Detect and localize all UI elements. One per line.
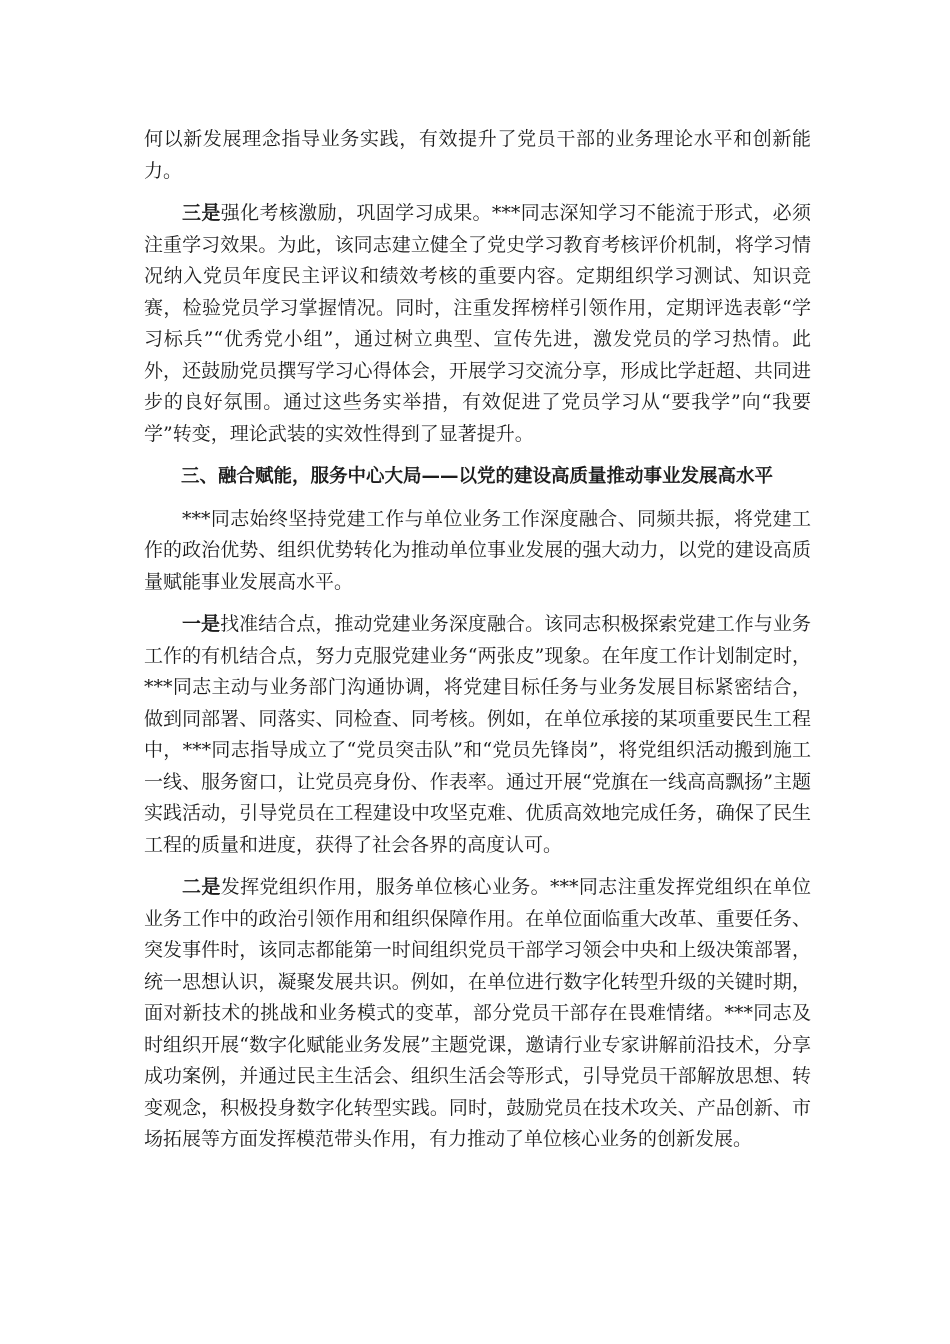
paragraph-lead: 一是 (182, 613, 221, 635)
document-body (144, 124, 811, 1167)
paragraph-text: 何以新发展理念指导业务实践，有效提升了党员干部的业务理论水平和创新能力。 (144, 128, 811, 182)
paragraph-text: ***同志始终坚持党建工作与单位业务工作深度融合、同频共振，将党建工作的政治优势、组织优势转化为推动单位事业发展的强大动力，以党的建设高质量赋能事业发展高水平。 (144, 507, 811, 593)
paragraph-point-two (144, 872, 811, 1156)
paragraph-lead: 二是 (182, 876, 221, 898)
paragraph-continuation (144, 124, 811, 187)
paragraph-point-three (144, 198, 811, 450)
paragraph-text: 找准结合点，推动党建业务深度融合。该同志积极探索党建工作与业务工作的有机结合点，努力克服党建业务“两张皮”现象。在年度工作计划制定时，***同志主动与业务部门沟通协调，将党建目标任务与业务发展目标紧密结合，做到同部署、同落实、同检查、同考核。例如，在单位承接的某项重要民生工程中，***同志指导成立了“党员突击队”和“党员先锋岗”，将党组织活动搬到施工一线、服务窗口，让党员亮身份、作表率。通过开展“党旗在一线高高飘扬”主题实践活动，引导党员在工程建设中攻坚克难、优质高效地完成任务，确保了民生工程的质量和进度，获得了社会各界的高度认可。 (144, 613, 811, 856)
paragraph-point-one (144, 609, 811, 861)
section-heading: 三、融合赋能，服务中心大局——以党的建设高质量推动事业发展高水平 (181, 466, 774, 487)
paragraph-section-intro (144, 504, 811, 599)
paragraph-lead: 三是 (182, 202, 221, 224)
paragraph-text: 发挥党组织作用，服务单位核心业务。***同志注重发挥党组织在单位业务工作中的政治引领作用和组织保障作用。在单位面临重大改革、重要任务、突发事件时，该同志都能第一时间组织党员干部学习领会中央和上级决策部署，统一思想认识，凝聚发展共识。例如，在单位进行数字化转型升级的关键时期，面对新技术的挑战和业务模式的变革，部分党员干部存在畏难情绪。***同志及时组织开展“数字化赋能业务发展”主题党课，邀请行业专家讲解前沿技术，分享成功案例，并通过民主生活会、组织生活会等形式，引导党员干部解放思想、转变观念，积极投身数字化转型实践。同时，鼓励党员在技术攻关、产品创新、市场拓展等方面发挥模范带头作用，有力推动了单位核心业务的创新发展。 (144, 876, 811, 1150)
paragraph-text: 强化考核激励，巩固学习成果。***同志深知学习不能流于形式，必须注重学习效果。为此，该同志建立健全了党史学习教育考核评价机制，将学习情况纳入党员年度民主评议和绩效考核的重要内容。定期组织学习测试、知识竞赛，检验党员学习掌握情况。同时，注重发挥榜样引领作用，定期评选表彰“学习标兵”“优秀党小组”，通过树立典型、宣传先进，激发党员的学习热情。此外，还鼓励党员撰写学习心得体会，开展学习交流分享，形成比学赶超、共同进步的良好氛围。通过这些务实举措，有效促进了党员学习从“要我学”向“我要学”转变，理论武装的实效性得到了显著提升。 (144, 202, 811, 445)
